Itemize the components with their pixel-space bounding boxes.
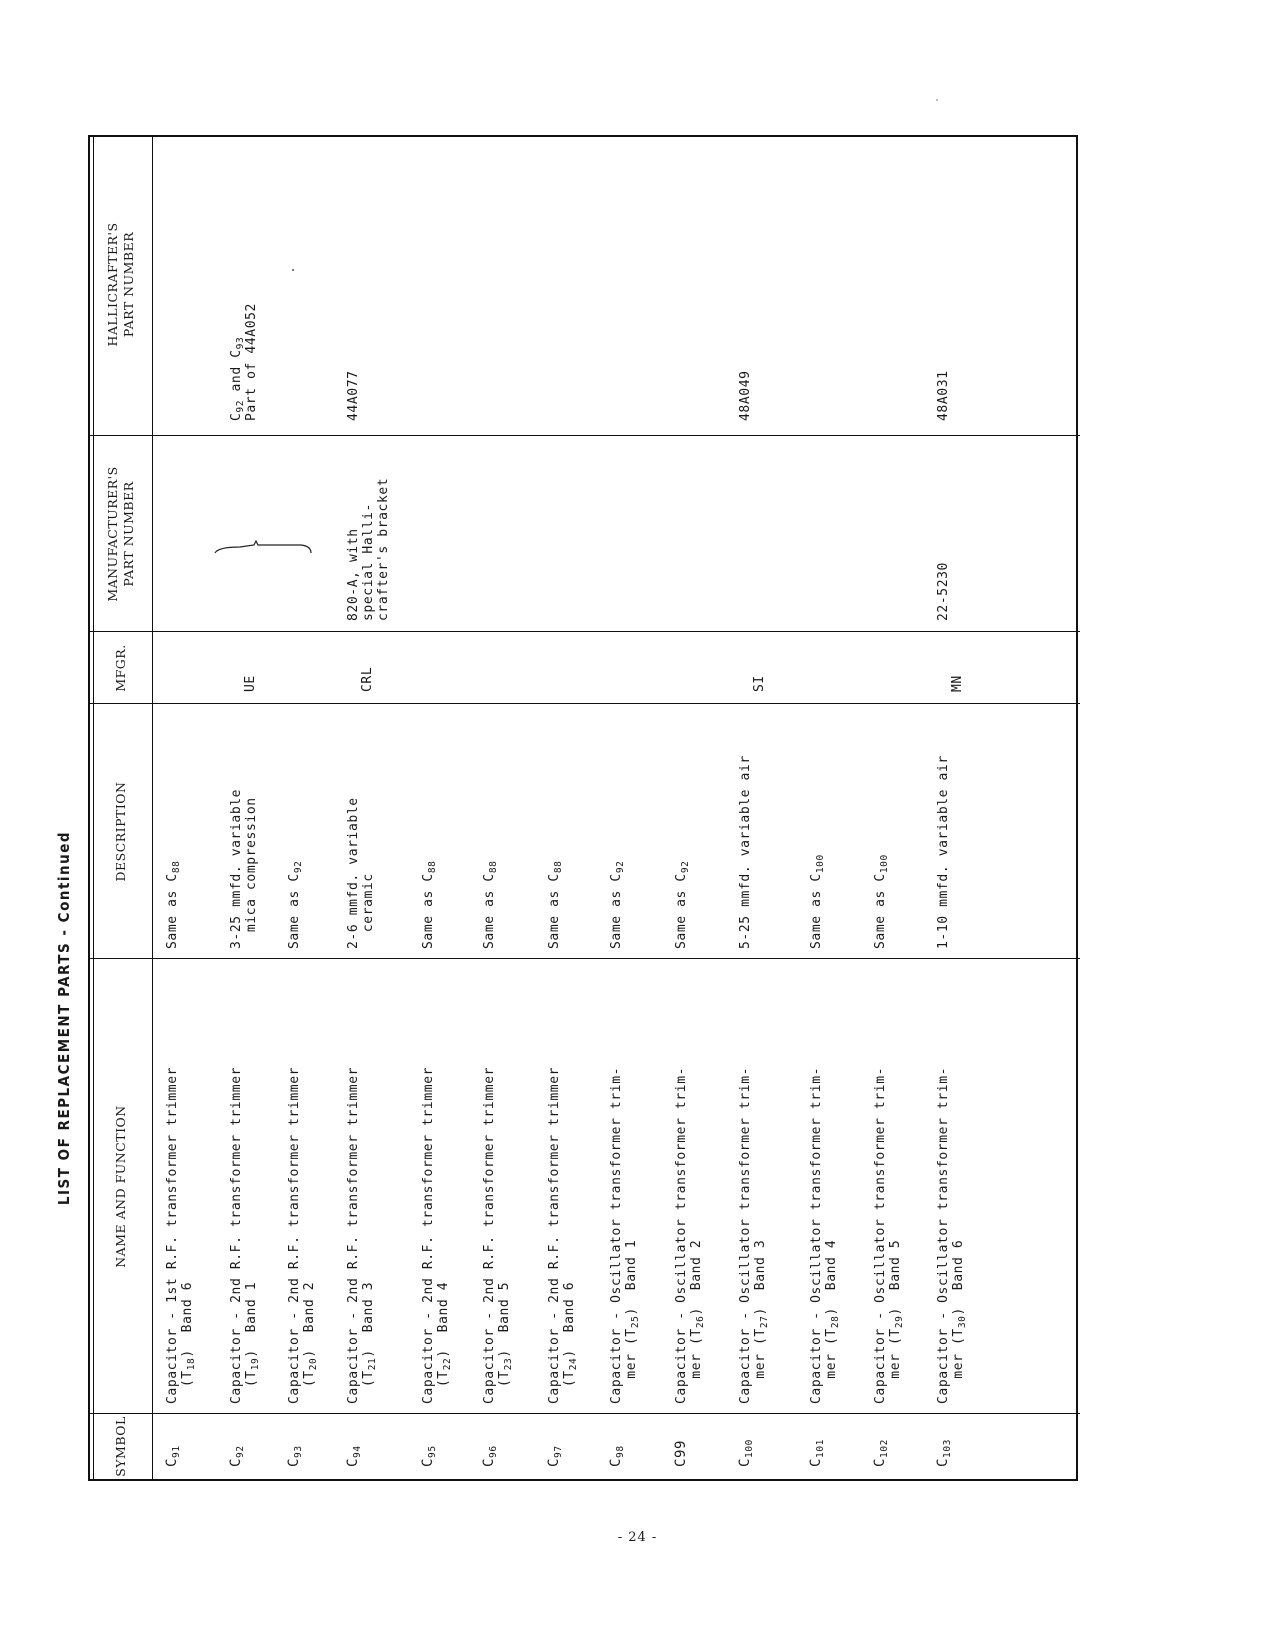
mfr-part-l2: special Halli- <box>361 503 376 621</box>
header-name-label: NAME AND FUNCTION <box>113 1105 128 1268</box>
symbol-base: C <box>808 1457 824 1467</box>
symbol-subscript: 98 <box>615 1445 626 1458</box>
description-prefix: Same as C <box>287 873 302 949</box>
symbol-base: C <box>737 1457 753 1467</box>
name-line2-subscript: 20 <box>308 1357 319 1371</box>
hall-line1-subscript2: 93 <box>235 336 246 350</box>
name-line2-prefix: mer (T <box>951 1328 966 1404</box>
description-prefix: Same as C <box>547 873 562 949</box>
description-subscript: 92 <box>293 860 304 874</box>
name-line2-prefix: (T <box>562 1370 577 1404</box>
name-line2-suffix: ) Band 3 <box>753 1239 768 1316</box>
name-line1: Capacitor - 2nd R.F. transformer trimmer <box>421 1066 436 1404</box>
name-line2-suffix: ) Band 5 <box>888 1239 903 1316</box>
name-line2-suffix: ) Band 6 <box>562 1281 577 1358</box>
symbol-subscript: 97 <box>553 1445 564 1458</box>
name-line1: Capacitor - Oscillator transformer trim- <box>609 1066 624 1404</box>
hall-line1-prefix: C <box>229 412 244 421</box>
name-line2-subscript: 18 <box>186 1357 197 1371</box>
name-line1: Capacitor - 2nd R.F. transformer trimmer <box>346 1066 361 1404</box>
name-line2-suffix: ) Band 4 <box>824 1239 839 1316</box>
description-prefix: Same as C <box>873 873 888 949</box>
header-mfgr-label: MFGR. <box>113 644 128 692</box>
name-line2-prefix: mer (T <box>824 1328 839 1404</box>
name-line2-suffix: ) Band 6 <box>180 1281 195 1358</box>
description-subscript: 100 <box>815 854 826 874</box>
mfr-part-l1: 22-5230 <box>936 562 951 621</box>
name-line2-subscript: 24 <box>568 1357 579 1371</box>
bracket-mark <box>215 541 311 553</box>
description-subscript: 100 <box>879 854 890 874</box>
symbol-base: C <box>481 1457 497 1467</box>
description-subscript: 92 <box>680 860 691 874</box>
name-line2-suffix: ) Band 4 <box>436 1281 451 1358</box>
symbol-subscript: 103 <box>942 1439 953 1458</box>
symbol-subscript: 95 <box>427 1445 438 1458</box>
name-line2-prefix: (T <box>361 1370 376 1404</box>
name-line1: Capacitor - 1st R.F. transformer trimmer <box>165 1066 180 1404</box>
symbol-base: C <box>420 1457 436 1467</box>
symbol-base: C <box>872 1457 888 1467</box>
name-line1: Capacitor - Oscillator transformer trim- <box>873 1066 888 1404</box>
speck <box>936 99 938 101</box>
name-line2-subscript: 29 <box>894 1315 905 1329</box>
hall-line1-subscript1: 92 <box>235 399 246 413</box>
name-line2-subscript: 23 <box>503 1357 514 1371</box>
description-prefix: Same as C <box>609 873 624 949</box>
page-title-text: LIST OF REPLACEMENT PARTS - Continued <box>55 830 73 1206</box>
name-line2-suffix: ) Band 2 <box>689 1239 704 1316</box>
symbol-subscript: 102 <box>879 1439 890 1458</box>
symbol-subscript: 94 <box>352 1445 363 1458</box>
name-line2-prefix: mer (T <box>624 1328 639 1404</box>
name-line2-subscript: 25 <box>630 1315 641 1329</box>
name-line1: Capacitor - Oscillator transformer trim- <box>738 1066 753 1404</box>
symbol-subscript: 100 <box>744 1439 755 1458</box>
mfgr-code: CRL <box>360 666 375 692</box>
name-line2-prefix: mer (T <box>753 1328 768 1404</box>
description-prefix: Same as C <box>674 873 689 949</box>
header-hall-part-line2: PART NUMBER <box>121 231 136 338</box>
page-number: - 24 - <box>617 1530 658 1545</box>
name-line2-suffix: ) Band 1 <box>624 1239 639 1316</box>
description-line1: 2-6 mmfd. variable <box>346 797 361 949</box>
name-line1: Capacitor - 2nd R.F. transformer trimmer <box>482 1066 497 1404</box>
symbol-subscript: 93 <box>293 1445 304 1458</box>
description-prefix: Same as C <box>421 873 436 949</box>
symbol-subscript: 101 <box>815 1439 826 1458</box>
description-subscript: 88 <box>488 860 499 874</box>
symbol-base: C <box>608 1457 624 1467</box>
description-subscript: 92 <box>615 860 626 874</box>
description-line1: 1-10 mmfd. variable air <box>936 755 951 949</box>
name-line2-prefix: mer (T <box>888 1328 903 1404</box>
symbol-subscript: 96 <box>488 1445 499 1458</box>
hall-line1-middle: and C <box>229 349 244 400</box>
symbol-base: C <box>345 1457 361 1467</box>
name-line2-subscript: 28 <box>830 1315 841 1329</box>
name-line2-prefix: (T <box>497 1370 512 1404</box>
symbol-subscript: 92 <box>235 1445 246 1458</box>
description-line1: 3-25 mmfd. variable <box>229 788 244 949</box>
description-subscript: 88 <box>171 860 182 874</box>
name-line1: Capacitor - 2nd R.F. transformer trimmer <box>229 1066 244 1404</box>
hall-line2: Part of 44A052 <box>244 303 259 421</box>
name-line2-subscript: 22 <box>442 1357 453 1371</box>
name-line2-prefix: (T <box>436 1370 451 1404</box>
name-line2-prefix: (T <box>244 1370 259 1404</box>
name-line2-subscript: 19 <box>250 1357 261 1371</box>
name-line2-suffix: ) Band 2 <box>302 1281 317 1358</box>
symbol-base: C <box>164 1457 180 1467</box>
description-prefix: Same as C <box>482 873 497 949</box>
name-line2-suffix: ) Band 3 <box>361 1281 376 1358</box>
description-line1: 5-25 mmfd. variable air <box>738 755 753 949</box>
symbol-base: C <box>546 1457 562 1467</box>
hall-part-number: 48A049 <box>738 370 753 421</box>
description-prefix: Same as C <box>809 873 824 949</box>
name-line1: Capacitor - Oscillator transformer trim- <box>809 1066 824 1404</box>
header-mfr-part-line1: MANUFACTURER'S <box>105 466 120 602</box>
hall-part-number: 48A031 <box>936 370 951 421</box>
symbol-base: C <box>286 1457 302 1467</box>
name-line2-prefix: (T <box>180 1370 195 1404</box>
mfgr-code: SI <box>752 675 767 692</box>
name-line1: Capacitor - Oscillator transformer trim- <box>936 1066 951 1404</box>
description-subscript: 88 <box>553 860 564 874</box>
symbol-base: C <box>228 1457 244 1467</box>
description-subscript: 88 <box>427 860 438 874</box>
description-line2: ceramic <box>361 873 376 949</box>
hall-part-number: 44A077 <box>346 370 361 421</box>
name-line2-prefix: (T <box>302 1370 317 1404</box>
header-mfr-part-line2: PART NUMBER <box>121 481 136 587</box>
symbol-base: C <box>935 1457 951 1467</box>
description-line2: mica compression <box>244 797 259 949</box>
name-line1: Capacitor - 2nd R.F. transformer trimmer <box>287 1066 302 1404</box>
mfr-part-l3: crafter's bracket <box>376 477 391 621</box>
speck <box>292 269 294 271</box>
name-line2-subscript: 27 <box>759 1315 770 1329</box>
name-line1: Capacitor - 2nd R.F. transformer trimmer <box>547 1066 562 1404</box>
name-line2-subscript: 30 <box>957 1315 968 1329</box>
name-line2-prefix: mer (T <box>689 1328 704 1404</box>
name-line2-subscript: 26 <box>695 1315 706 1329</box>
mfgr-code: UE <box>243 675 258 692</box>
description-prefix: Same as C <box>165 873 180 949</box>
mfr-part-l1: 820-A, with <box>346 528 361 621</box>
header-symbol-label: SYMBOL <box>113 1416 128 1477</box>
header-hall-part-line1: HALLICRAFTER'S <box>105 222 120 347</box>
mfgr-code: MN <box>950 675 965 692</box>
name-line1: Capacitor - Oscillator transformer trim- <box>674 1066 689 1404</box>
symbol-subscript: 91 <box>171 1445 182 1458</box>
header-description-label: DESCRIPTION <box>113 781 128 882</box>
symbol-base: C99 <box>673 1439 689 1467</box>
name-line2-subscript: 21 <box>367 1357 378 1371</box>
name-line2-suffix: ) Band 5 <box>497 1281 512 1358</box>
name-line2-suffix: ) Band 1 <box>244 1281 259 1358</box>
name-line2-suffix: ) Band 6 <box>951 1239 966 1316</box>
